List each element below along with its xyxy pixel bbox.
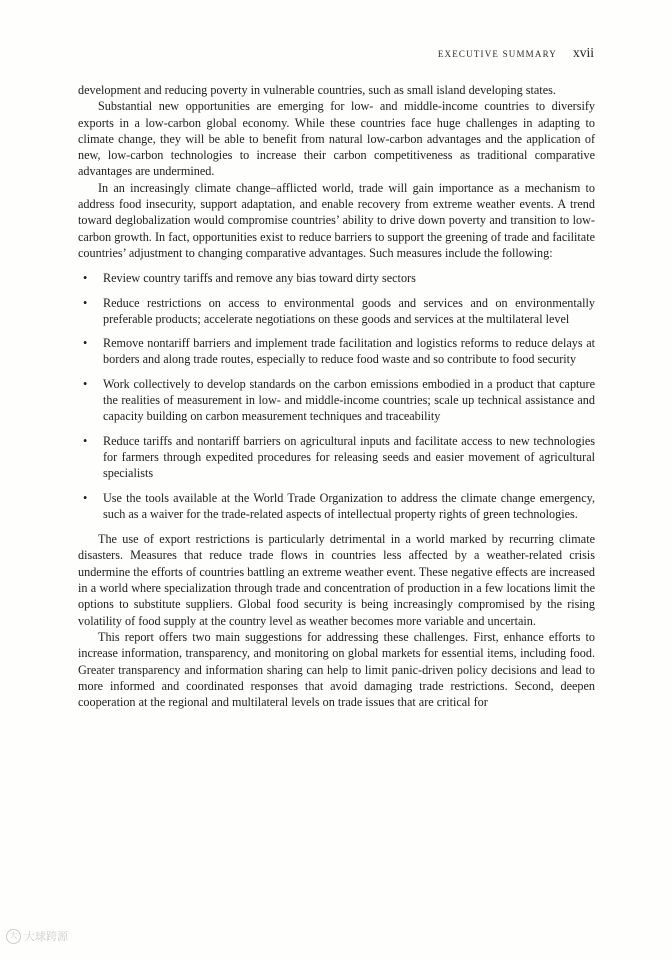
paragraph: This report offers two main suggestions for addressing these challenges. First, enhance efforts to increase information, transparency, and monitoring on global markets for essential items, including food. Greater transparency and information sharing can help to limit panic-driven policy decisions and lead to more informed and coordinated responses that avoid damaging trade restrictions. Second, deepen cooperation at the regional and multilateral levels on trade issues that are critical for [78,629,595,710]
body-text [78,82,595,710]
bullet-text: Use the tools available at the World Trade Organization to address the climate change emergency, such as a waiver for the trade-related aspects of intellectual property rights of green technologies. [103,490,595,521]
paragraph: development and reducing poverty in vulnerable countries, such as small island developing states. [78,83,556,97]
bullet-item [78,295,595,328]
bullet-item [78,490,595,523]
bullet-text: Work collectively to develop standards on the carbon emissions embodied in a product that capture the realities of measurement in low- and middle-income countries; scale up technical assistance and capacity building on carbon measurement techniques and traceability [103,376,595,424]
bullet-item [78,376,595,425]
bullet-list [78,270,595,522]
bullet-text: Review country tariffs and remove any bias toward dirty sectors [103,271,416,286]
running-head [438,44,594,62]
paragraph: The use of export restrictions is particularly detrimental in a world marked by recurring climate disasters. Measures that reduce trade flows in countries less affected by a weather-related crisis undermine the efforts of countries battling an extreme weather event. These negative effects are increased in a world where specialization through trade and concentration of production in a few locations limit the options to substitute suppliers. Global food security is being increasingly compromised by the rising volatility of food supply at the country level as weather becomes more variable and uncertain. [78,532,595,628]
section-title: EXECUTIVE SUMMARY [437,49,557,59]
page-number: xvii [572,45,594,60]
paragraph: Substantial new opportunities are emerging for low- and middle-income countries to diversify exports in a low-carbon global economy. While these countries face huge challenges in adapting to climate change, they will be able to benefit from natural low-carbon advantages and the application of new, low-carbon technologies to increase their carbon competitiveness as traditional comparative advantages are undermined. [78,99,595,179]
bullet-item [78,270,595,286]
watermark-text: 大球跨源 [24,930,68,943]
bullet-text: Reduce tariffs and nontariff barriers on agricultural inputs and facilitate access to new technologies for farmers through expedited procedures for releasing seeds and easier movement of agricultural specialists [103,433,595,481]
bullet-item [78,433,595,482]
watermark-logo-icon: 大 [6,929,21,944]
watermark [6,928,68,944]
paragraph: In an increasingly climate change–afflicted world, trade will gain importance as a mechanism to address food insecurity, support adaptation, and enable recovery from extreme weather events. A trend toward deglobalization would compromise countries’ ability to drive down poverty and transition to low-carbon growth. In fact, opportunities exist to reduce barriers to support the greening of trade and facilitate countries’ adjustment to changing comparative advantages. Such measures include the following: [78,180,595,260]
bullet-text: Reduce restrictions on access to environmental goods and services and on environmentally preferable products; accelerate negotiations on these goods and services at the multilateral level [103,295,595,326]
bullet-item [78,335,595,368]
bullet-text: Remove nontariff barriers and implement trade facilitation and logistics reforms to reduce delays at borders and along trade routes, especially to reduce food waste and so contribute to food security [103,336,595,367]
